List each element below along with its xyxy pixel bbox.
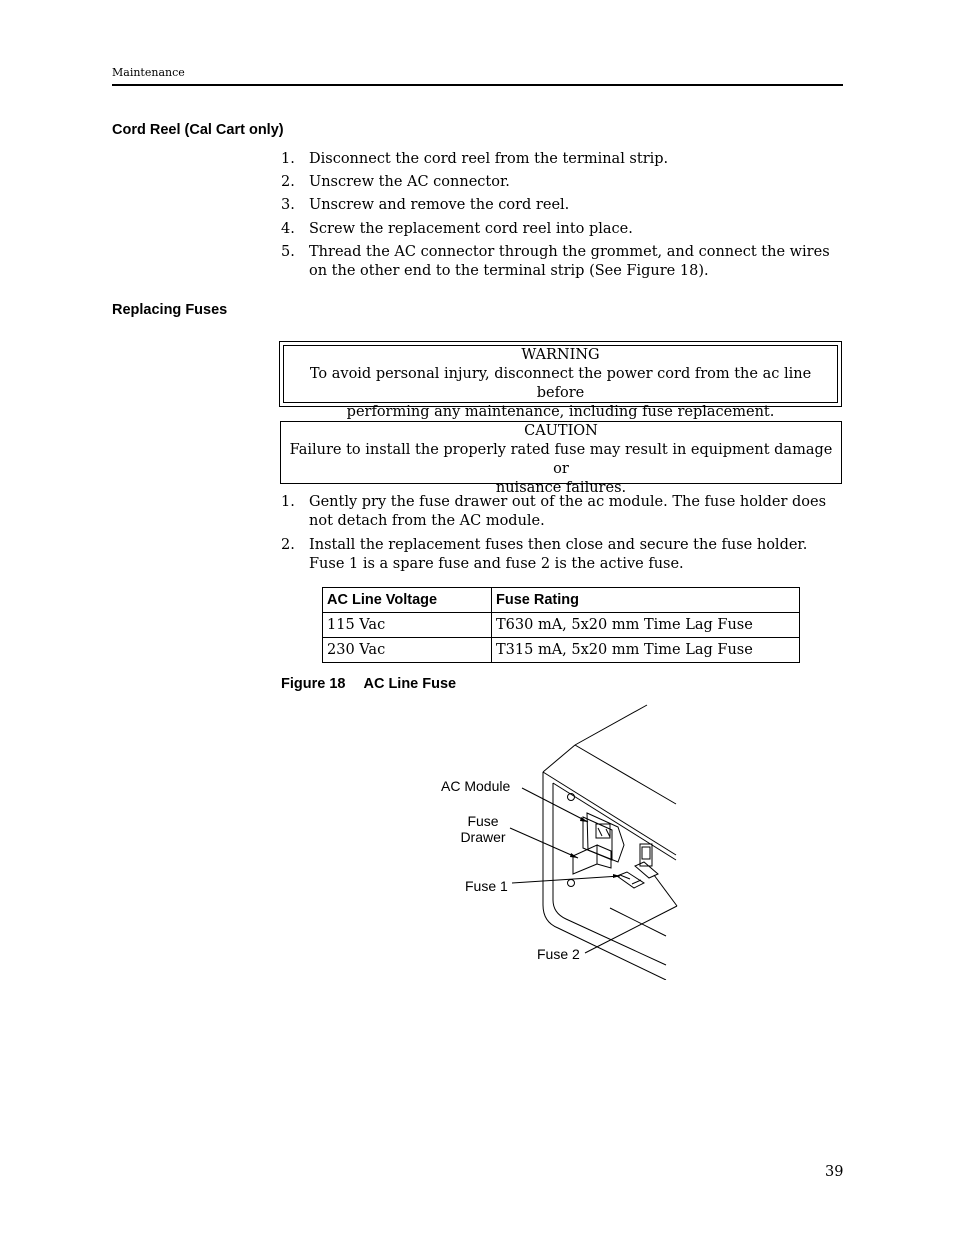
step-text: Unscrew the AC connector. (309, 174, 510, 190)
leader-fuse-2 (585, 906, 677, 953)
housing-edge (575, 705, 647, 745)
list-item (281, 220, 844, 239)
warning-line: To avoid personal injury, disconnect the power cord from the ac line before (309, 366, 812, 401)
step-number: 3. (281, 197, 295, 213)
ac-pin (606, 829, 610, 837)
list-item (281, 243, 844, 283)
panel-inner (553, 783, 666, 965)
column-header: AC Line Voltage (323, 588, 492, 613)
step-number: 2. (281, 174, 295, 190)
panel-line (610, 908, 666, 936)
step-number: 1. (281, 151, 295, 167)
step-number: 5. (281, 244, 295, 260)
warning-box (279, 341, 842, 420)
list-item (281, 196, 844, 215)
figure-caption (281, 676, 456, 692)
label-fuse-1: Fuse 1 (465, 878, 508, 894)
step-number: 4. (281, 221, 295, 237)
step-text: Unscrew and remove the cord reel. (309, 197, 570, 213)
list-item (281, 536, 844, 576)
label-line: Fuse (467, 813, 499, 829)
caution-title: CAUTION (524, 423, 598, 439)
step-text: Gently pry the fuse drawer out of the ac module. The fuse holder does not detach from the AC module. (309, 494, 827, 529)
step-number: 2. (281, 537, 295, 553)
list-item (281, 150, 844, 169)
column-header: Fuse Rating (492, 588, 800, 613)
fuse-band (632, 880, 641, 884)
running-header: Maintenance (112, 66, 185, 79)
housing-edge (575, 745, 676, 804)
panel-inner-edge (553, 783, 676, 860)
header-rule (112, 84, 843, 86)
panel-top-edge (543, 772, 676, 855)
table-cell: T630 mA, 5x20 mm Time Lag Fuse (492, 613, 800, 638)
section-heading-cord-reel: Cord Reel (Cal Cart only) (112, 122, 284, 138)
leader-fuse-1 (512, 876, 620, 883)
housing-edge (543, 745, 575, 772)
step-text: Install the replacement fuses then close and secure the fuse holder. Fuse 1 is a spare fuse and fuse 2 is the active fuse. (309, 537, 808, 572)
screw (568, 880, 575, 887)
step-text: Thread the AC connector through the grommet, and connect the wires on the other end to the terminal strip (See Figure 18). (309, 244, 830, 279)
table-row (323, 613, 800, 638)
warning-title: WARNING (521, 347, 600, 363)
list-item (281, 493, 844, 533)
label-line: Drawer (460, 829, 506, 845)
table-row (323, 638, 800, 663)
step-text: Screw the replacement cord reel into place. (309, 221, 633, 237)
label-fuse-2: Fuse 2 (537, 946, 580, 962)
step-text: Disconnect the cord reel from the terminal strip. (309, 151, 669, 167)
fuse-rating-table (322, 587, 800, 663)
caution-line: nuisance failures. (495, 480, 627, 496)
leader-ac-module (522, 788, 588, 822)
page-number: 39 (825, 1164, 844, 1180)
table-header-row (323, 588, 800, 613)
step-number: 1. (281, 494, 295, 510)
figure-number: Figure 18 (281, 676, 346, 692)
caution-box (280, 421, 842, 496)
fuse-band (620, 875, 630, 879)
warning-inner-border (283, 345, 838, 420)
power-switch-rocker (642, 847, 650, 859)
table-cell: 115 Vac (323, 613, 492, 638)
leader-fuse-drawer (510, 828, 578, 858)
figure-title: AC Line Fuse (363, 676, 457, 692)
label-fuse-drawer (456, 813, 510, 845)
caution-line: Failure to install the properly rated fuse may result in equipment damage or (289, 442, 833, 477)
warning-line: performing any maintenance, including fuse replacement. (346, 404, 775, 420)
list-item (281, 173, 844, 192)
leader-fuse-2 (654, 875, 677, 906)
table-cell: 230 Vac (323, 638, 492, 663)
ac-pin (598, 828, 602, 836)
label-ac-module: AC Module (441, 778, 511, 794)
section-heading-replacing-fuses: Replacing Fuses (112, 302, 228, 318)
table-cell: T315 mA, 5x20 mm Time Lag Fuse (492, 638, 800, 663)
